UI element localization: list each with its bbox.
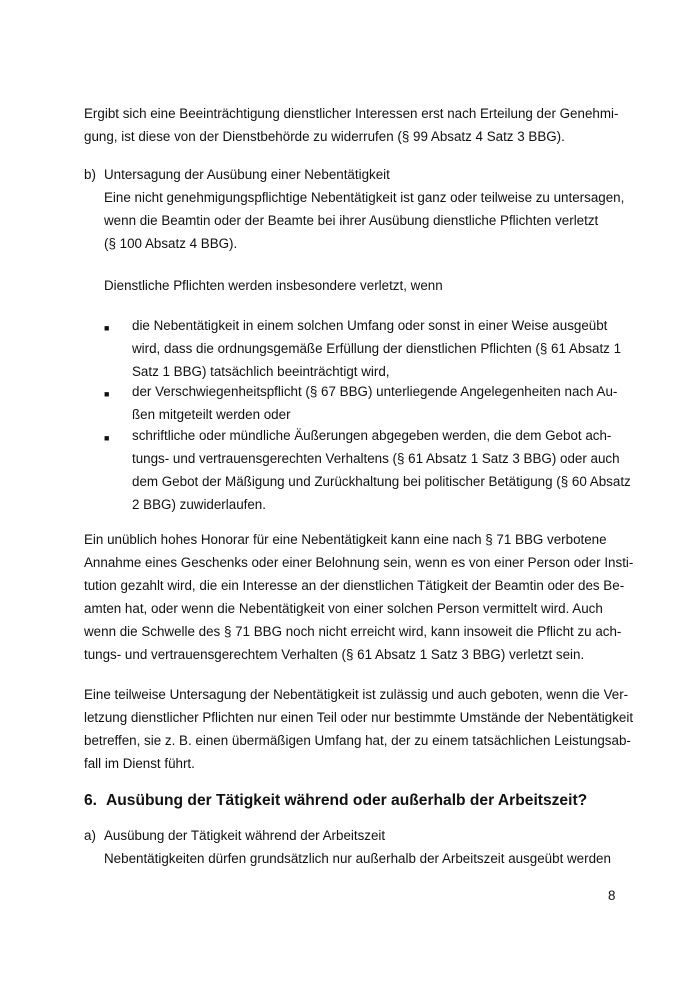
page-number: 8 (608, 888, 616, 903)
paragraph-3-line: Eine teilweise Untersagung der Nebentätigkeit ist zulässig und auch geboten, wenn die Ver- (84, 687, 629, 702)
item-b-text-line: wenn die Beamtin oder der Beamte bei ihrer Ausübung dienstliche Pflichten verletzt (104, 213, 599, 228)
bullet-1-line: Satz 1 BBG) tatsächlich beeinträchtigt wird, (132, 364, 390, 379)
bullet-3-line: dem Gebot der Mäßigung und Zurückhaltung bei politischer Betätigung (§ 60 Absatz (132, 474, 631, 489)
bullet-icon: ■ (104, 433, 110, 443)
bullet-1-line: die Nebentätigkeit in einem solchen Umfang oder sonst in einer Weise ausgeübt (132, 318, 608, 333)
item-b-text-line: (§ 100 Absatz 4 BBG). (104, 236, 238, 251)
section-6-title: Ausübung der Tätigkeit während oder außerhalb der Arbeitszeit? (106, 792, 588, 809)
paragraph-1-line: Ergibt sich eine Beeinträchtigung dienstlicher Interessen erst nach Erteilung der Genehmi- (84, 106, 619, 121)
section-6-number: 6. (84, 792, 98, 809)
paragraph-2-line: Ein unüblich hohes Honorar für eine Nebentätigkeit kann eine nach § 71 BBG verbotene (84, 532, 607, 547)
list-marker-a: a) (84, 828, 96, 843)
paragraph-2-line: amten hat, oder wenn die Nebentätigkeit von einer solchen Person vermittelt wird. Auch (84, 601, 603, 616)
paragraph-3-line: fall im Dienst führt. (84, 756, 195, 771)
item-b-title: Untersagung der Ausübung einer Nebentätigkeit (104, 167, 390, 182)
paragraph-3-line: letzung dienstlicher Pflichten nur einen Teil oder nur bestimmte Umstände der Nebentätigkeit (84, 710, 634, 725)
bullet-2-line: ßen mitgeteilt werden oder (132, 407, 291, 422)
bullet-icon: ■ (104, 323, 110, 333)
bullet-icon: ■ (104, 389, 110, 399)
bullet-3-line: 2 BBG) zuwiderlaufen. (132, 497, 266, 512)
paragraph-2-line: Annahme eines Geschenks oder einer Belohnung sein, wenn es von einer Person oder Insti- (84, 555, 634, 570)
paragraph-2-line: wenn die Schwelle des § 71 BBG noch nicht erreicht wird, kann insoweit die Pflicht zu ach- (84, 624, 622, 639)
bullet-1-line: wird, dass die ordnungsgemäße Erfüllung der dienstlichen Pflichten (§ 61 Absatz 1 (132, 341, 622, 356)
item-a-text-line: Nebentätigkeiten dürfen grundsätzlich nur außerhalb der Arbeitszeit ausgeübt werden (104, 851, 611, 866)
item-b-intro: Dienstliche Pflichten werden insbesondere verletzt, wenn (104, 278, 443, 293)
paragraph-2-line: tution gezahlt wird, die ein Interesse an der dienstlichen Tätigkeit der Beamtin oder des Be- (84, 578, 625, 593)
paragraph-2-line: tungs- und vertrauensgerechtem Verhalten (§ 61 Absatz 1 Satz 3 BBG) verletzt sein. (84, 647, 585, 662)
bullet-2-line: der Verschwiegenheitspflicht (§ 67 BBG) unterliegende Angelegenheiten nach Au- (132, 384, 618, 399)
bullet-3-line: schriftliche oder mündliche Äußerungen abgegeben werden, die dem Gebot ach- (132, 428, 612, 443)
bullet-3-line: tungs- und vertrauensgerechten Verhaltens (§ 61 Absatz 1 Satz 3 BBG) oder auch (132, 451, 620, 466)
paragraph-1-line: gung, ist diese von der Dienstbehörde zu widerrufen (§ 99 Absatz 4 Satz 3 BBG). (84, 129, 565, 144)
item-a-title: Ausübung der Tätigkeit während der Arbeitszeit (104, 828, 386, 843)
paragraph-3-line: betreffen, sie z. B. einen übermäßigen Umfang hat, der zu einem tatsächlichen Leistungsab- (84, 733, 631, 748)
section-6-heading (84, 792, 587, 810)
item-b-text-line: Eine nicht genehmigungspflichtige Nebentätigkeit ist ganz oder teilweise zu untersagen, (104, 190, 625, 205)
list-marker-b: b) (84, 167, 96, 182)
